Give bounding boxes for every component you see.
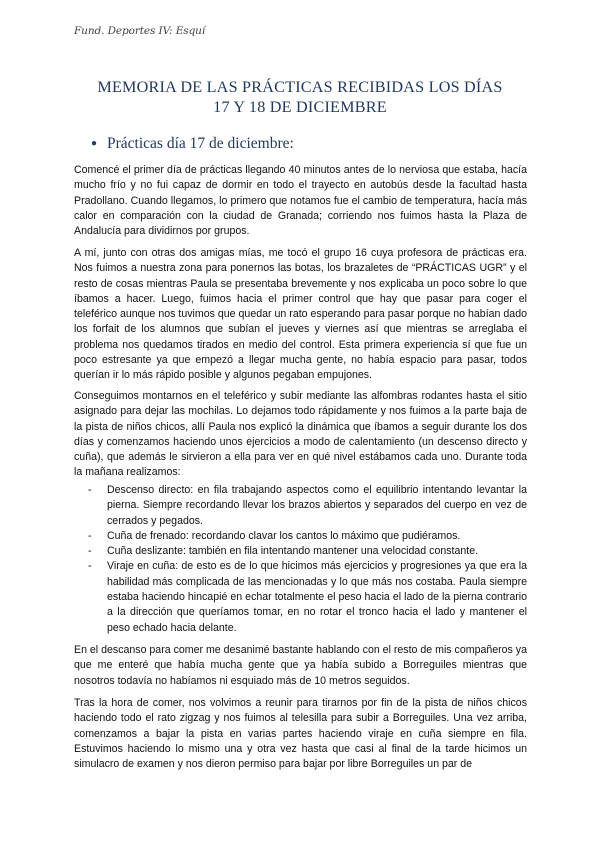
list-item-text: Cuña deslizante: también en fila intentando mantener una velocidad constante.	[107, 545, 479, 558]
dash-marker: -	[88, 484, 92, 496]
section-heading	[91, 135, 294, 153]
paragraph: En el descanso para comer me desanimé bastante hablando con el resto de mis compañeros ya que me enteré que había mucha gente que ya había subido a Borreguiles mientras que nosotros todavía no habíamos ni esquiado más de 10 metros seguidos.	[74, 644, 527, 687]
list-item-text: Viraje en cuña: de esto es de lo que hicimos más ejercicios y progresiones ya que era la habilidad más complicada de las mencionadas y lo que más nos costaba. Paula siempre estaba haciendo hincapié en echar totalmente el peso hacia el lado de la pierna contrario a la dirección que queríamos tomar, en no rotar el tronco hacia el lado y mantener el peso echado hacia delante.	[107, 560, 527, 634]
bullet-icon: ●	[91, 138, 98, 149]
exercise-list	[88, 483, 527, 636]
dash-marker: -	[88, 545, 92, 558]
list-item	[88, 559, 527, 635]
paragraph: A mí, junto con otras dos amigas mías, me tocó el grupo 16 cuya profesora de prácticas era. Nos fuimos a nuestra zona para ponernos las botas, los brazaletes de “PRÁCTICAS UGR” y el resto de cosas mientras Paula se presentaba brevemente y nos explicaba un poco sobre lo que íbamos a hacer. Luego, fuimos hacia el primer control que hay que pasar para coger el teleférico aunque nos tuvimos que quedar un rato esperando para pasar porque no habían dado los forfait de los alumnos que subían el jueves y viernes así que mientras se arreglaba el problema nos quedamos tirados en medio del control. Esta primera experiencia sí que fue un poco estresante ya que empezó a llegar mucha gente, no había espacio para pasar, todos querían ir lo más rápido posible y algunos pegaban empujones.	[74, 247, 527, 382]
title-line-2: 17 Y 18 DE DICIEMBRE	[213, 98, 387, 116]
paragraph: Conseguimos montarnos en el teleférico y subir mediante las alfombras rodantes hasta el sitio asignado para dejar las mochilas. Lo dejamos todo rápidamente y nos fuimos a la parte baja de la pista de niños chicos, allí Paula nos explicó la dinámica que íbamos a seguir durante los dos días y comenzamos haciendo unos ejercicios a modo de calentamiento (un descenso directo y cuña), que además le sirvieron a ella para ver en qué nivel estábamos cada uno. Durante toda la mañana realizamos:	[74, 390, 527, 479]
running-header: Fund. Deportes IV: Esquí	[74, 25, 206, 37]
list-item-text: Descenso directo: en fila trabajando aspectos como el equilibrio intentando levantar la pierna. Siempre recordando llevar los brazos abiertos y separados del cuerpo en vez de cerrados y pegados.	[107, 484, 527, 527]
list-item	[88, 483, 527, 529]
paragraph: Comencé el primer día de prácticas llegando 40 minutos antes de lo nerviosa que estaba, hacía mucho frío y no fui capaz de dormir en todo el trayecto en autobús desde la facultad hasta Pradollano. Cuando llegamos, lo primero que notamos fue el cambio de temperatura, hacía más calor en comparación con la ciudad de Granada; corriendo nos fuimos hasta la Plaza de Andalucía para dividirnos por grupos.	[74, 164, 527, 238]
list-item-text: Cuña de frenado: recordando clavar los cantos lo máximo que pudiéramos.	[107, 529, 461, 542]
document-title	[60, 77, 540, 117]
list-item	[88, 544, 527, 559]
dash-marker: -	[88, 560, 92, 573]
paragraph: Tras la hora de comer, nos volvimos a reunir para tirarnos por fin de la pista de niños chicos haciendo todo el rato zigzag y nos fuimos al telesilla para subir a Borreguiles. Una vez arriba, comenzamos a bajar la pista en varias partes haciendo viraje en cuña siempre en fila. Estuvimos haciendo lo mismo una y otra vez hasta que casi al final de la tarde hicimos un simulacro de examen y nos dieron permiso para bajar por libre Borreguiles un par de	[74, 697, 527, 771]
title-line-1: MEMORIA DE LAS PRÁCTICAS RECIBIDAS LOS DÍAS	[97, 78, 503, 96]
list-item	[88, 529, 527, 544]
dash-marker: -	[88, 529, 92, 542]
section-heading-text: Prácticas día 17 de diciembre:	[107, 135, 294, 152]
